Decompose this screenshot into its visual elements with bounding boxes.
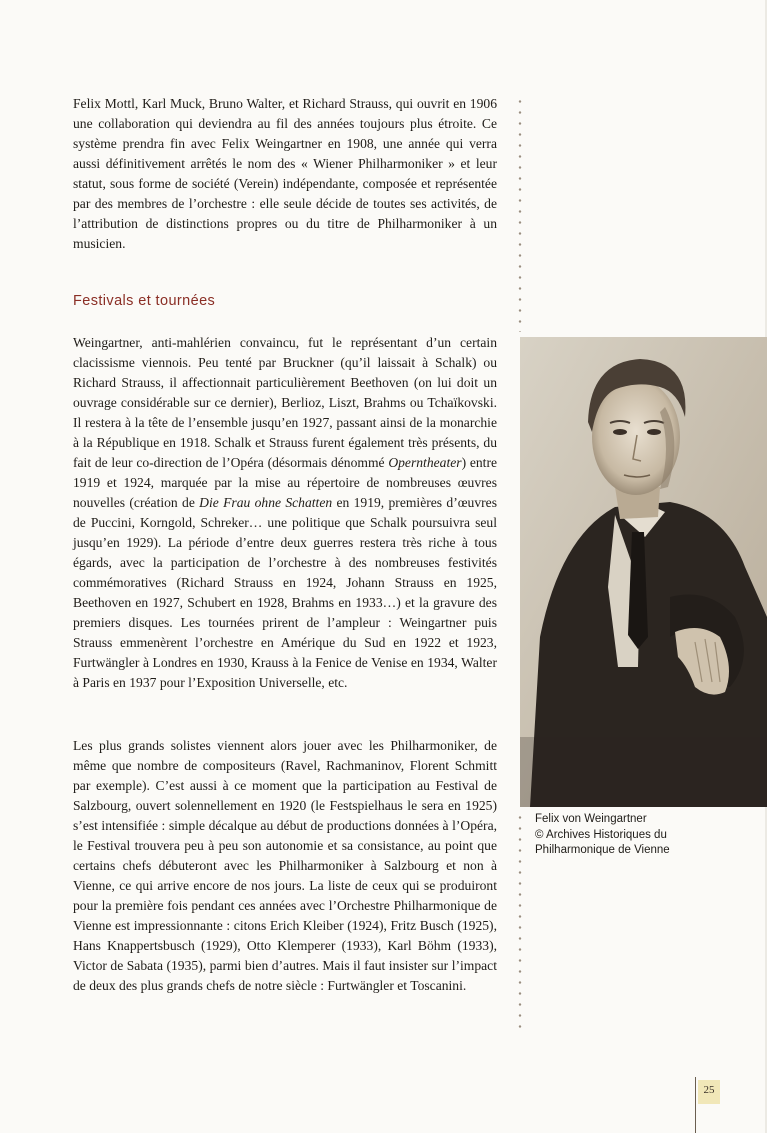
- festivals-paragraph: [73, 333, 497, 693]
- caption-credit-source: Philharmonique de Vienne: [535, 844, 670, 856]
- dotted-divider-top: [518, 96, 522, 332]
- festivals-text-2: ) entre 1919 et 1924, marquée par la mise au répertoire de nombreuses œuvres nouvelles (création de: [73, 455, 498, 510]
- intro-paragraph: Felix Mottl, Karl Muck, Bruno Walter, et Richard Strauss, qui ouvrit en 1906 une collaboration qui deviendra au fil des années toujours plus étroite. Ce système prendra fin avec Felix Weingartner en 1908, une année qui verra aussi définitivement arrêtés le nom des « Wiener Philharmoniker » et leur statut, sous forme de société (Verein) indépendante, composée et représentée par des membres de l’orchestre : elle seule décide de toutes ses activités, de l’attribution de distinctions propres ou du titre de Philharmoniker à un musicien.: [73, 96, 497, 251]
- portrait-illustration: [520, 337, 767, 807]
- photo-caption: [535, 812, 755, 859]
- festivals-text-3: en 1919, premières d’œuvres de Puccini, Korngold, Schreker… une politique que Schalk poursuivra seul jusqu’en 1929). La période d’entre deux guerres restera très riche à tous égards, avec la participation de l’orchestre à des nombreuses festivités commémoratives (Richard Strauss en 1924, Johann Strauss en 1925, Beethoven en 1927, Schubert en 1928, Brahms en 1933…) et la gravure des premiers disques. Les tournées prirent de l’ampleur : Weingartner puis Strauss emmenèrent l’orchestre en Amérique du Sud en 1922 et 1923, Furtwängler à Londres en 1930, Krauss à la Fenice de Venise en 1934, Walter à Paris en 1937 pour l’Exposition Universelle, etc.: [73, 495, 497, 690]
- dotted-divider-bottom: [518, 812, 522, 1034]
- opera-title: Die Frau ohne Schatten: [199, 495, 333, 510]
- section-heading: Festivals et tournées: [73, 293, 216, 309]
- portrait-photo: [520, 337, 767, 807]
- caption-credit: © Archives Historiques du: [535, 828, 667, 841]
- page-number-rule: [695, 1077, 696, 1133]
- soloists-paragraph: Les plus grands solistes viennent alors jouer avec les Philharmoniker, de même que nombre de compositeurs (Ravel, Rachmaninov, Florent Schmitt par exemple). C’est aussi à ce moment que la participation au Festival de Salzbourg, ouvert solennellement en 1920 (le Festspielhaus le sera en 1925) s’est intensifiée : simple décalque au début de productions données à l’Opéra, le Festival trouvera peu à peu son autonomie et sa consistance, au point que certains chefs débuteront avec les Philharmoniker à Salzbourg et non à Vienne, ce qui arrive encore de nos jours. La liste de ceux qui se produiront pour la première fois pendant ces années avec l’Orchestre Philharmonique de Vienne est impressionnante : citons Erich Kleiber (1924), Fritz Busch (1925), Hans Knappertsbusch (1929), Otto Klemperer (1933), Karl Böhm (1933), Victor de Sabata (1935), parmi bien d’autres. Mais il faut insister sur l’impact de deux des plus grands chefs de notre siècle : Furtwängler et Toscanini.: [73, 738, 497, 993]
- page-number: 25: [698, 1080, 720, 1104]
- operntheater-term: Operntheater: [388, 455, 462, 470]
- caption-subject: Felix von Weingartner: [535, 813, 647, 825]
- festivals-text-1: Weingartner, anti-mahlérien convaincu, fut le représentant d’un certain clacissisme viennois. Peu tenté par Bruckner (qu’il laissait à Schalk) ou Richard Strauss, il affectionnait particulièrement Beethoven (on lui doit un ouvrage considérable sur ce dernier), Berlioz, Liszt, Brahms ou Tchaïkovski. Il restera à la tête de l’ensemble jusqu’en 1927, passant ainsi de la monarchie à la République en 1918. Schalk et Strauss furent également très présents, du fait de leur co-direction de l’Opéra (désormais dénommé: [73, 335, 497, 470]
